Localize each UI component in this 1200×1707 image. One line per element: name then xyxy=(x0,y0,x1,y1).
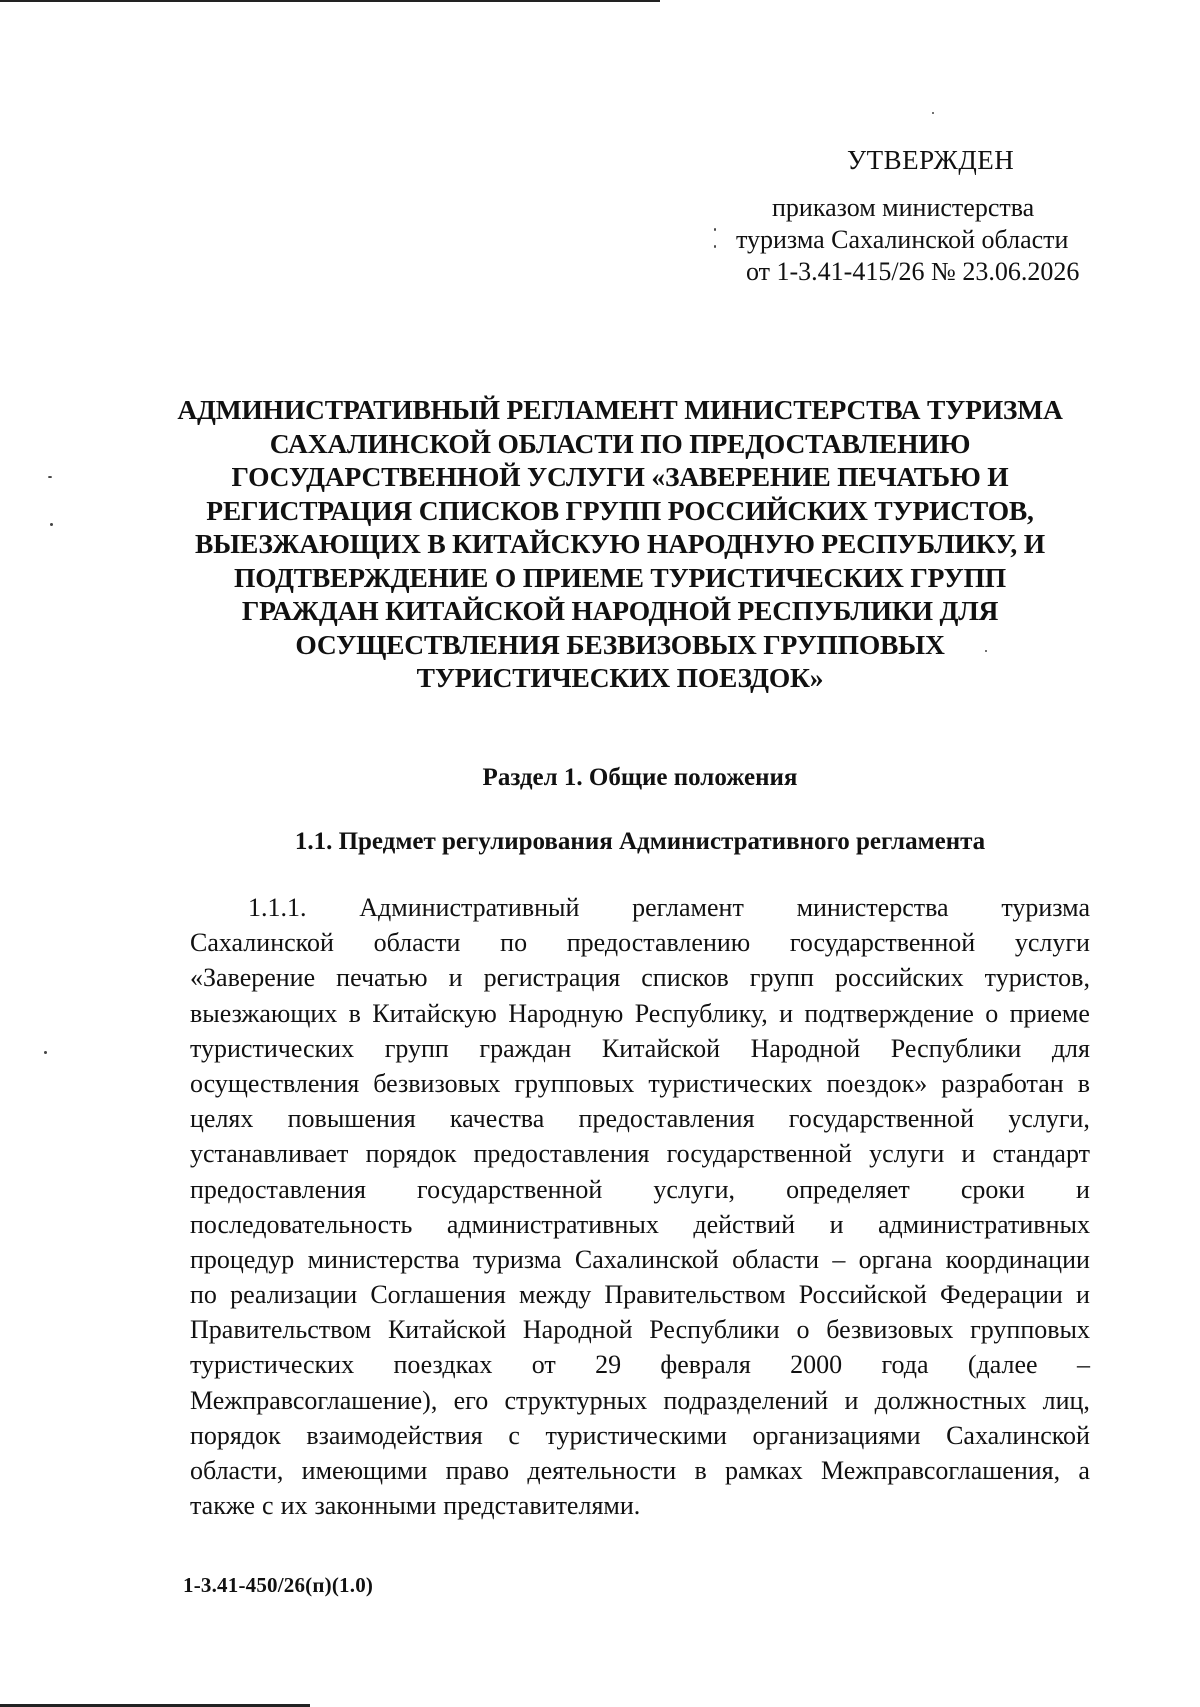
word: органа xyxy=(858,1244,933,1274)
paragraph-line xyxy=(190,925,1090,960)
word: о xyxy=(796,1315,810,1345)
word: Китайской xyxy=(601,1033,721,1063)
word: повышения xyxy=(287,1104,416,1134)
word: представителями. xyxy=(443,1491,641,1521)
word: приеме xyxy=(1009,998,1090,1028)
word: Республику, xyxy=(634,998,768,1028)
scan-edge-top xyxy=(0,0,660,2)
word: услуги xyxy=(869,1139,945,1169)
word: Народной xyxy=(750,1033,861,1063)
paragraph-line xyxy=(190,1488,1090,1523)
word: деятельности xyxy=(527,1456,677,1485)
word: туризма xyxy=(1001,893,1090,922)
word: сроки xyxy=(960,1174,1025,1204)
word: и xyxy=(448,963,463,993)
approval-heading: УТВЕРЖДЕН xyxy=(847,145,1015,175)
word: российских xyxy=(834,963,964,993)
document-code: 1-3.41-450/26(п)(1.0) xyxy=(183,1573,374,1597)
word: устанавливает xyxy=(190,1139,349,1169)
word: процедур xyxy=(190,1244,295,1274)
word: Административный xyxy=(359,893,580,922)
paragraph-1-1-1 xyxy=(190,890,1090,1523)
word: имеющими xyxy=(301,1456,428,1485)
word: безвизовых xyxy=(373,1068,501,1098)
word: предоставлению xyxy=(566,928,751,958)
word: туристических xyxy=(648,1068,813,1098)
paragraph-line xyxy=(190,1207,1090,1242)
word: государственной xyxy=(666,1139,852,1169)
word: с xyxy=(508,1420,520,1450)
word: предоставления xyxy=(473,1139,650,1169)
word: – xyxy=(1076,1350,1090,1380)
word: граждан xyxy=(479,1033,572,1063)
word: списков xyxy=(641,963,729,993)
word: административных xyxy=(877,1209,1090,1239)
word: от xyxy=(531,1350,556,1380)
word: года xyxy=(881,1350,929,1380)
scan-speck xyxy=(50,523,53,526)
paragraph-line xyxy=(190,1031,1090,1066)
word: Российской xyxy=(798,1280,927,1310)
word: осуществления xyxy=(190,1068,360,1098)
word: и xyxy=(1075,1280,1090,1310)
title-line: ОСУЩЕСТВЛЕНИЯ БЕЗВИЗОВЫХ ГРУППОВЫХ xyxy=(295,628,945,660)
approval-line: приказом министерства xyxy=(772,193,1035,222)
word: разработан xyxy=(941,1068,1064,1098)
title-line: ГРАЖДАН КИТАЙСКОЙ НАРОДНОЙ РЕСПУБЛИКИ ДЛЯ xyxy=(241,595,999,626)
word: февраля xyxy=(660,1350,751,1380)
word: министерства xyxy=(307,1244,460,1274)
word: и xyxy=(779,998,793,1028)
title-line: САХАЛИНСКОЙ ОБЛАСТИ ПО ПРЕДОСТАВЛЕНИЮ xyxy=(269,427,971,459)
word: Межправсоглашения, xyxy=(821,1456,1061,1485)
word: качества xyxy=(449,1104,545,1134)
word: лиц, xyxy=(1042,1385,1090,1415)
word: групп xyxy=(749,963,814,993)
word: Народную xyxy=(508,998,624,1028)
word: 1.1.1. xyxy=(248,893,307,922)
word: области, xyxy=(190,1456,284,1485)
paragraph-line xyxy=(190,960,1090,995)
word: Межправсоглашение), xyxy=(190,1385,438,1415)
word: в xyxy=(694,1456,707,1485)
word: порядок xyxy=(190,1420,281,1450)
word: Федерации xyxy=(940,1280,1063,1310)
word: стандарт xyxy=(992,1139,1090,1169)
word: взаимодействия xyxy=(306,1420,483,1450)
scan-speck xyxy=(714,245,716,248)
word: печатью xyxy=(336,963,428,993)
word: порядок xyxy=(365,1139,457,1169)
word: области xyxy=(732,1244,819,1274)
word: 29 xyxy=(595,1350,622,1380)
word: по xyxy=(500,928,528,958)
paragraph-line xyxy=(190,1347,1090,1382)
word: групп xyxy=(384,1033,449,1063)
word: в xyxy=(348,998,361,1028)
word: право xyxy=(445,1456,510,1485)
approval-line: от 1-3.41-415/26 № 23.06.2026 xyxy=(746,257,1080,286)
word: 2000 xyxy=(790,1350,843,1380)
word: Республики xyxy=(649,1315,780,1345)
word: административных xyxy=(446,1209,659,1239)
word: услуги xyxy=(1014,928,1090,958)
title-line: ВЫЕЗЖАЮЩИХ В КИТАЙСКУЮ НАРОДНУЮ РЕСПУБЛИКУ, И xyxy=(195,528,1045,559)
word: и xyxy=(829,1209,844,1239)
paragraph-line xyxy=(190,1277,1090,1312)
title-line: ПОДТВЕРЖДЕНИЕ О ПРИЕМЕ ТУРИСТИЧЕСКИХ ГРУПП xyxy=(234,561,1006,593)
word: «Заверение xyxy=(190,963,316,993)
scan-speck xyxy=(48,476,52,478)
section-heading: Раздел 1. Общие положения xyxy=(482,764,798,791)
word: Сахалинской xyxy=(946,1420,1090,1450)
word: их xyxy=(280,1491,308,1521)
word: также xyxy=(190,1491,256,1521)
word: и xyxy=(844,1385,859,1415)
word: структурных xyxy=(504,1385,648,1415)
word: предоставления xyxy=(190,1174,366,1204)
paragraph-line xyxy=(190,996,1090,1031)
title-line: ГОСУДАРСТВЕННОЙ УСЛУГИ «ЗАВЕРЕНИЕ ПЕЧАТЬЮ И xyxy=(231,461,1009,492)
word: подтверждение xyxy=(804,998,974,1028)
word: с xyxy=(262,1491,274,1521)
word: по xyxy=(190,1280,217,1310)
paragraph-line xyxy=(190,1453,1090,1488)
word: туристов, xyxy=(984,963,1090,993)
scan-speck xyxy=(714,228,716,231)
paragraph-line xyxy=(190,1172,1090,1207)
word: должностных xyxy=(874,1385,1027,1415)
word: (далее xyxy=(967,1350,1038,1380)
paragraph-line xyxy=(190,1242,1090,1277)
word: Сахалинской xyxy=(190,928,334,958)
word: регистрация xyxy=(483,963,621,993)
scan-speck xyxy=(985,650,987,652)
word: Китайской xyxy=(387,1315,507,1345)
paragraph-line xyxy=(190,1136,1090,1171)
word: и xyxy=(1076,1174,1090,1204)
word: Республики xyxy=(890,1033,1022,1063)
word: государственной xyxy=(417,1174,603,1204)
word: регламент xyxy=(632,893,744,922)
paragraph-line xyxy=(190,1418,1090,1453)
word: Соглашения xyxy=(370,1280,506,1310)
word: определяет xyxy=(786,1174,910,1204)
document-title xyxy=(150,393,1090,695)
word: в xyxy=(1077,1068,1090,1098)
word: поездках xyxy=(393,1350,493,1380)
word: последовательность xyxy=(190,1209,413,1239)
title-line: ТУРИСТИЧЕСКИХ ПОЕЗДОК» xyxy=(416,662,824,693)
word: координации xyxy=(945,1244,1090,1274)
paragraph-line xyxy=(190,1312,1090,1347)
word: государственной xyxy=(789,928,976,958)
paragraph-line xyxy=(190,1066,1090,1101)
title-line: РЕГИСТРАЦИЯ СПИСКОВ ГРУПП РОССИЙСКИХ ТУРИСТОВ, xyxy=(206,494,1034,526)
word: действий xyxy=(693,1209,796,1239)
word: – xyxy=(832,1244,846,1274)
title-line: АДМИНИСТРАТИВНЫЙ РЕГЛАМЕНТ МИНИСТЕРСТВА ТУРИЗМА xyxy=(177,394,1063,425)
word: а xyxy=(1078,1456,1090,1485)
approval-line: туризма Сахалинской области xyxy=(736,225,1069,254)
word: его xyxy=(453,1385,489,1415)
word: целях xyxy=(190,1104,254,1134)
word: услуги, xyxy=(1008,1104,1090,1134)
word: о xyxy=(985,998,999,1028)
word: Сахалинской xyxy=(574,1244,719,1274)
paragraph-line xyxy=(190,1101,1090,1136)
word: Народной xyxy=(522,1315,633,1345)
word: безвизовых xyxy=(826,1315,954,1345)
word: туризма xyxy=(472,1244,562,1274)
word: услуги, xyxy=(653,1174,736,1204)
word: и xyxy=(961,1139,976,1169)
word: поездок» xyxy=(826,1068,928,1098)
word: государственной xyxy=(788,1104,975,1134)
word: законными xyxy=(314,1491,437,1521)
subsection-heading: 1.1. Предмет регулирования Административного регламента xyxy=(294,828,986,855)
word: туристических xyxy=(190,1350,355,1380)
word: для xyxy=(1051,1033,1090,1063)
word: рамках xyxy=(725,1456,803,1485)
paragraph-line xyxy=(190,890,1090,925)
word: реализации xyxy=(230,1280,358,1310)
word: организациями xyxy=(752,1420,921,1450)
word: Китайскую xyxy=(372,998,497,1028)
word: групповых xyxy=(514,1068,635,1098)
word: между xyxy=(519,1280,592,1310)
word: подразделений xyxy=(663,1385,829,1415)
paragraph-line xyxy=(190,1383,1090,1418)
word: Правительством xyxy=(190,1315,372,1345)
word: туристических xyxy=(190,1033,355,1063)
word: министерства xyxy=(796,893,949,922)
word: групповых xyxy=(970,1315,1090,1345)
scan-speck xyxy=(44,1051,47,1054)
word: выезжающих xyxy=(190,998,338,1028)
word: области xyxy=(373,928,461,958)
scan-speck xyxy=(932,112,934,114)
word: Правительством xyxy=(604,1280,786,1310)
word: туристическими xyxy=(545,1420,727,1450)
word: предоставления xyxy=(578,1104,755,1134)
